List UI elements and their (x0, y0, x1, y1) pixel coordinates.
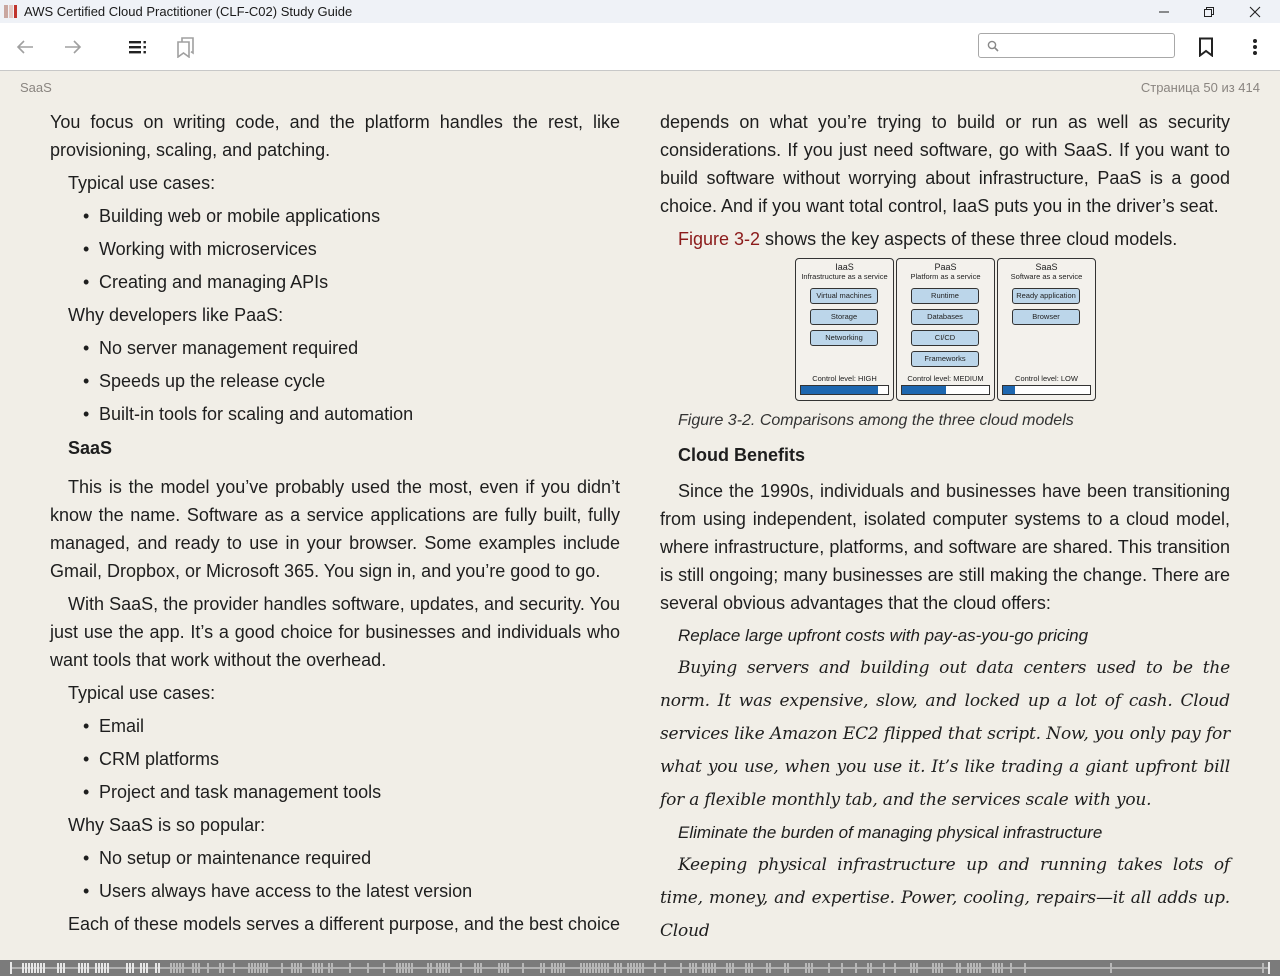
list-label: Typical use cases: (68, 173, 216, 193)
chapter-tick (170, 963, 172, 973)
panel-item: Virtual machines (810, 288, 878, 304)
chapter-tick (828, 963, 830, 973)
chapter-tick (689, 963, 691, 973)
panel-item: Databases (911, 309, 979, 325)
chapter-tick (129, 963, 131, 973)
chapter-tick (935, 963, 937, 973)
chapter-tick (328, 963, 330, 973)
chapter-tick (633, 963, 635, 973)
chapter-tick (1262, 963, 1264, 973)
panel-item: Browser (1012, 309, 1080, 325)
chapter-tick (551, 963, 553, 973)
figure-panel-saas (997, 258, 1096, 401)
chapter-tick (34, 963, 36, 973)
chapter-tick (477, 963, 479, 973)
chapter-tick (57, 963, 59, 973)
list-item: • No setup or maintenance required (83, 848, 372, 868)
chapter-tick (219, 963, 221, 973)
chapter-tick (146, 963, 148, 973)
chapter-tick (714, 963, 716, 973)
chapter-tick (726, 963, 728, 973)
list-item: • Project and task management tools (83, 782, 382, 802)
chapter-tick (195, 963, 197, 973)
chapter-tick (28, 963, 30, 973)
control-level-bar (800, 385, 889, 395)
chapter-tick (158, 963, 160, 973)
paragraph: Since the 1990s, individuals and businesses have been transitioning from using independent, isolated computer systems to a cloud model, where infrastructure, platforms, and software are shared. This transition is still ongoing; many businesses are still making the change. There are several obvious advantages that the cloud offers: (660, 481, 1230, 613)
chapter-tick (43, 963, 45, 973)
paragraph: This is the model you’ve probably used the most, even if you didn’t know the name. Software as a service applications are fully built, fully managed, and ready to use in your browser. Some examples include Gmail, Dropbox, or Microsoft 365. You sign in, and you’re good to go. (50, 477, 620, 581)
chapter-tick (560, 963, 562, 973)
chapter-tick (522, 963, 524, 973)
close-icon (1249, 6, 1261, 18)
chapter-tick (557, 963, 559, 973)
chapter-tick (705, 963, 707, 973)
section-heading: SaaS (68, 438, 113, 458)
chapter-tick (408, 963, 410, 973)
chapter-tick (22, 963, 24, 973)
chapter-tick (504, 963, 506, 973)
chapter-tick (748, 963, 750, 973)
chapter-tick (916, 963, 918, 973)
chapter-tick (992, 963, 994, 973)
chapter-tick (894, 963, 896, 973)
chapter-tick (498, 963, 500, 973)
chapter-tick (932, 963, 934, 973)
chapter-tick (87, 963, 89, 973)
chapter-tick (617, 963, 619, 973)
chapter-tick (732, 963, 734, 973)
benefit-paragraph: Buying servers and building out data centers used to be the norm. It was expensive, slow, and locked up a lot of cash. Cloud services like Amazon EC2 flipped that script. Now, you only pay for what you use, when you use it. It’s like trading a giant upfront bill for a flexible monthly tab, and the services scale with you. (660, 658, 1230, 810)
chapter-tick (300, 963, 302, 973)
chapter-tick (367, 963, 369, 973)
restore-button[interactable] (1186, 0, 1232, 23)
chapter-tick (251, 963, 253, 973)
more-vert-icon (1252, 38, 1258, 56)
list-item: • Speeds up the release cycle (83, 371, 326, 391)
forward-button[interactable] (60, 23, 86, 70)
chapter-tick (592, 963, 594, 973)
chapter-tick (430, 963, 432, 973)
chapter-tick (222, 963, 224, 973)
list-item: • Working with microservices (83, 239, 317, 259)
chapter-tick (543, 963, 545, 973)
chapter-tick (855, 963, 857, 973)
chapter-tick (312, 963, 314, 973)
paragraph: depends on what you’re trying to build or run as well as security considerations. If you just need software, go with SaaS. If you want to build software without worrying about infrastructure, PaaS is a good choice. And if you want total control, IaaS puts you in the driver’s seat. (660, 112, 1230, 216)
paragraph: With SaaS, the provider handles software, updates, and security. You just use the app. It’s a good choice for businesses and individuals who want tools that work without the overhead. (50, 594, 620, 670)
chapter-tick (766, 963, 768, 973)
chapter-tick (729, 963, 731, 973)
chapter-tick (620, 963, 622, 973)
chapter-tick (614, 963, 616, 973)
panel-subtitle: Platform as a service (910, 272, 981, 281)
section-heading: Cloud Benefits (678, 445, 806, 465)
chapter-tick (811, 963, 813, 973)
chapter-tick (81, 963, 83, 973)
chapter-tick (321, 963, 323, 973)
chapter-tick (956, 963, 958, 973)
chapter-tick (297, 963, 299, 973)
chapter-tick (639, 963, 641, 973)
chapter-tick (967, 963, 969, 973)
chapter-tick (708, 963, 710, 973)
title-bar (0, 0, 1280, 23)
chapter-tick (480, 963, 482, 973)
back-arrow-icon (15, 39, 35, 55)
chapter-tick (563, 963, 565, 973)
list-item: • No server management required (83, 338, 359, 358)
chapter-tick (31, 963, 33, 973)
chapter-tick (331, 963, 333, 973)
chapter-tick (281, 963, 283, 973)
panel-item: Storage (810, 309, 878, 325)
list-item: • Building web or mobile applications (83, 206, 381, 226)
chapter-tick (460, 963, 462, 973)
bookmarks-list-button[interactable] (174, 23, 198, 70)
chapter-tick (979, 963, 981, 973)
chapter-tick (248, 963, 250, 973)
chapter-tick (266, 963, 268, 973)
list-item: • CRM platforms (83, 749, 220, 769)
chapter-tick (959, 963, 961, 973)
chapter-tick (554, 963, 556, 973)
close-button[interactable] (1232, 0, 1278, 23)
chapter-tick (607, 963, 609, 973)
chapter-tick (1010, 963, 1012, 973)
chapter-tick (63, 963, 65, 973)
chapter-tick (841, 963, 843, 973)
chapter-tick (40, 963, 42, 973)
paragraph: You focus on writing code, and the platform handles the rest, like provisioning, scaling, and patching. (50, 112, 620, 160)
chapter-tick (396, 963, 398, 973)
chapter-tick (448, 963, 450, 973)
chapter-tick (941, 963, 943, 973)
chapter-tick (630, 963, 632, 973)
list-label: Typical use cases: (68, 683, 216, 703)
scrubber-start-marker (10, 962, 12, 974)
chapter-tick (37, 963, 39, 973)
control-level-label: Control level: MEDIUM (907, 374, 984, 383)
control-level-label: Control level: HIGH (812, 374, 877, 383)
chapter-tick (192, 963, 194, 973)
minimize-button[interactable] (1141, 0, 1187, 23)
chapter-tick (787, 963, 789, 973)
chapter-tick (132, 963, 134, 973)
chapter-tick (436, 963, 438, 973)
chapter-tick (60, 963, 62, 973)
benefit-paragraph: Keeping physical infrastructure up and running takes lots of time, money, and expertise. Power, cooling, repairs—it all adds up. Cloud (660, 855, 1230, 941)
paragraph: Figure 3-2 shows the key aspects of these three cloud models. (678, 229, 1178, 249)
figure-panel-paas (896, 258, 995, 401)
chapter-tick (254, 963, 256, 973)
chapter-tick (383, 963, 385, 973)
chapter-tick (179, 963, 181, 973)
benefit-heading: Eliminate the burden of managing physical infrastructure (678, 823, 1103, 842)
chapter-tick (427, 963, 429, 973)
forward-arrow-icon (63, 39, 83, 55)
chapter-tick (263, 963, 265, 973)
chapter-tick (604, 963, 606, 973)
bookmark-icon (1198, 37, 1214, 57)
chapter-tick (399, 963, 401, 973)
chapter-tick (751, 963, 753, 973)
chapter-tick (692, 963, 694, 973)
benefit-heading: Replace large upfront costs with pay-as-you-go pricing (678, 626, 1089, 645)
page-progress-scrubber[interactable] (0, 960, 1280, 976)
chapter-tick (411, 963, 413, 973)
chapter-tick (107, 963, 109, 973)
back-button[interactable] (12, 23, 38, 70)
chapter-tick (805, 963, 807, 973)
chapter-tick (402, 963, 404, 973)
chapter-tick (294, 963, 296, 973)
chapter-tick (654, 963, 656, 973)
chapter-tick (1024, 963, 1026, 973)
page-indicator: Страница 50 из 414 (1140, 80, 1260, 95)
more-menu-button[interactable] (1244, 23, 1266, 70)
table-of-contents-icon (128, 39, 148, 55)
chapter-tick (442, 963, 444, 973)
control-level-bar (901, 385, 990, 395)
chapter-tick (540, 963, 542, 973)
chapter-tick (702, 963, 704, 973)
list-item: • Built-in tools for scaling and automation (83, 404, 414, 424)
chapter-tick (257, 963, 259, 973)
list-item: • Users always have access to the latest version (83, 881, 473, 901)
chapter-tick (580, 963, 582, 973)
control-level-bar (1002, 385, 1091, 395)
chapter-tick (913, 963, 915, 973)
left-column (50, 108, 620, 943)
chapter-tick (769, 963, 771, 973)
chapter-tick (664, 963, 666, 973)
figure-link[interactable]: Figure 3-2 (678, 229, 761, 249)
table-of-contents-button[interactable] (126, 23, 150, 70)
chapter-tick (126, 963, 128, 973)
panel-title: IaaS (835, 262, 854, 272)
chapter-tick (938, 963, 940, 973)
figure-caption: Figure 3-2. Comparisons among the three cloud models (678, 412, 1074, 429)
chapter-tick (207, 963, 209, 973)
search-input[interactable] (1003, 37, 1172, 56)
chapter-tick (101, 963, 103, 973)
cloud-models-figure (795, 258, 1095, 401)
chapter-tick (583, 963, 585, 973)
chapter-tick (973, 963, 975, 973)
search-field[interactable] (978, 33, 1175, 58)
chapter-tick (745, 963, 747, 973)
chapter-tick (173, 963, 175, 973)
chapter-tick (318, 963, 320, 973)
chapter-tick (883, 963, 885, 973)
control-level-label: Control level: LOW (1015, 374, 1078, 383)
panel-item: Runtime (911, 288, 979, 304)
app-book-icon (4, 5, 18, 18)
minimize-icon (1158, 6, 1170, 18)
chapter-tick (995, 963, 997, 973)
list-item: • Creating and managing APIs (83, 272, 329, 292)
right-column (660, 108, 1230, 948)
panel-subtitle: Software as a service (1010, 272, 1083, 281)
search-icon (987, 40, 999, 52)
chapter-tick (976, 963, 978, 973)
chapter-tick (260, 963, 262, 973)
chapter-tick (233, 963, 235, 973)
list-item: • Email (83, 716, 145, 736)
chapter-tick (405, 963, 407, 973)
chapter-tick (349, 963, 351, 973)
chapter-tick (627, 963, 629, 973)
chapter-tick (784, 963, 786, 973)
chapter-tick (695, 963, 697, 973)
chapter-tick (680, 963, 682, 973)
scrubber-end-marker (1268, 962, 1270, 974)
list-label: Why developers like PaaS: (68, 305, 284, 325)
paragraph: Each of these models serves a different purpose, and the best choice (68, 914, 621, 934)
section-title: SaaS (20, 80, 52, 95)
panel-item: Networking (810, 330, 878, 346)
bookmark-button[interactable] (1194, 23, 1218, 70)
panel-item: CI/CD (911, 330, 979, 346)
chapter-tick (1110, 963, 1112, 973)
chapter-tick (25, 963, 27, 973)
chapter-tick (474, 963, 476, 973)
list-label: Why SaaS is so popular: (68, 815, 266, 835)
chapter-tick (711, 963, 713, 973)
chapter-tick (507, 963, 509, 973)
chapter-tick (642, 963, 644, 973)
chapter-tick (140, 963, 142, 973)
toolbar (0, 23, 1280, 71)
chapter-tick (998, 963, 1000, 973)
chapter-tick (808, 963, 810, 973)
panel-title: SaaS (1035, 262, 1058, 272)
chapter-tick (439, 963, 441, 973)
chapter-tick (176, 963, 178, 973)
restore-icon (1203, 6, 1215, 18)
panel-subtitle: Infrastructure as a service (801, 272, 888, 281)
figure-panel-iaas (795, 258, 894, 401)
chapter-tick (598, 963, 600, 973)
panel-item: Ready application (1012, 288, 1080, 304)
chapter-tick (589, 963, 591, 973)
chapter-tick (291, 963, 293, 973)
chapter-tick (104, 963, 106, 973)
chapter-tick (970, 963, 972, 973)
chapter-tick (1001, 963, 1003, 973)
chapter-tick (636, 963, 638, 973)
chapter-tick (95, 963, 97, 973)
chapter-tick (155, 963, 157, 973)
chapter-tick (98, 963, 100, 973)
chapter-tick (586, 963, 588, 973)
chapter-tick (315, 963, 317, 973)
bookmarks-list-icon (176, 36, 196, 58)
chapter-tick (501, 963, 503, 973)
chapter-tick (143, 963, 145, 973)
chapter-tick (78, 963, 80, 973)
chapter-tick (870, 963, 872, 973)
chapter-tick (910, 963, 912, 973)
chapter-tick (867, 963, 869, 973)
chapter-tick (198, 963, 200, 973)
chapter-tick (595, 963, 597, 973)
chapter-tick (445, 963, 447, 973)
chapter-tick (601, 963, 603, 973)
panel-title: PaaS (934, 262, 957, 272)
chapter-tick (84, 963, 86, 973)
chapter-tick (182, 963, 184, 973)
window-title: AWS Certified Cloud Practitioner (CLF-C02) Study Guide (24, 4, 353, 19)
panel-item: Frameworks (911, 351, 979, 367)
